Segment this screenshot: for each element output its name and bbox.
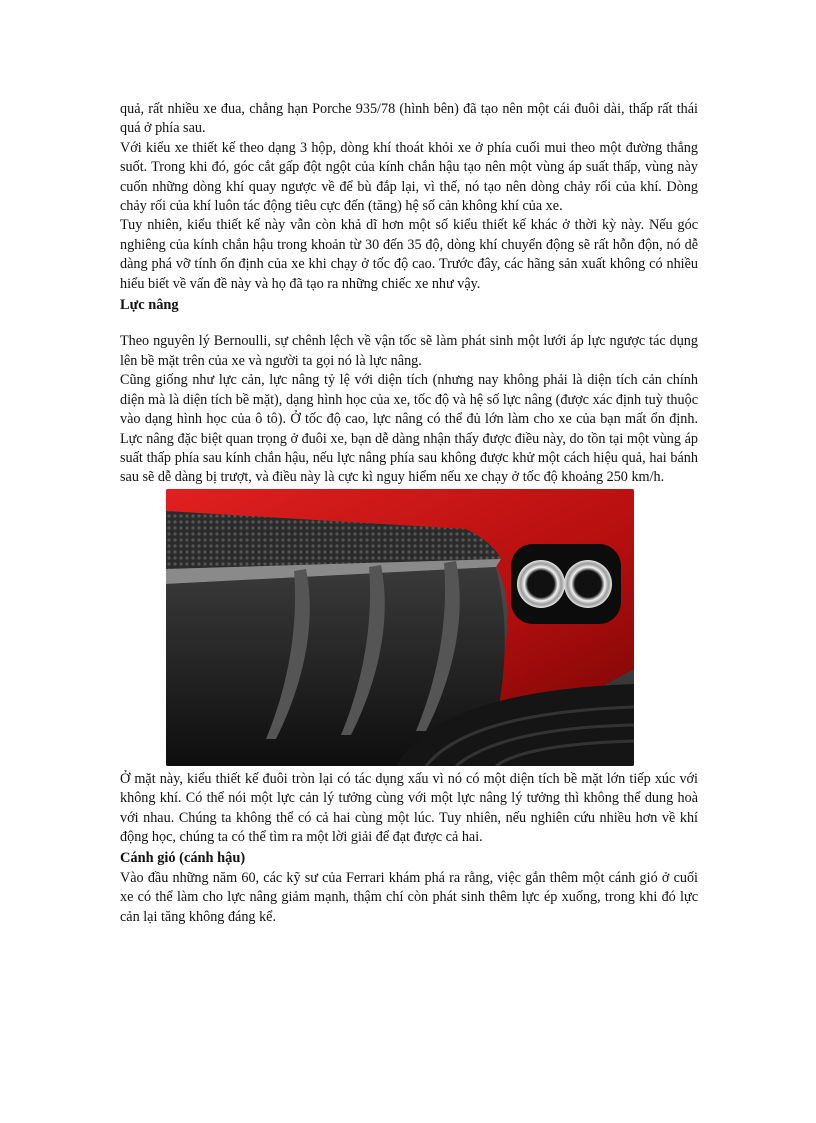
paragraph-2: Với kiểu xe thiết kế theo dạng 3 hộp, dòng khí thoát khỏi xe ở phía cuối mui theo một đường thẳng suốt. Trong khi đó, góc cắt gấp đột ngột của kính chắn hậu tạo nên một vùng áp suất thấp, vùng này cuốn những dòng khí quay ngược về để bù đắp lại, vì thế, nó tạo nên dòng chảy rối của khí. Dòng chảy rối của khí luôn tác động tiêu cực đến (tăng) hệ số cản không khí của xe.	[120, 139, 698, 215]
heading-canh-gio: Cánh gió (cánh hậu)	[120, 850, 246, 867]
paragraph-4: Theo nguyên lý Bernoulli, sự chênh lệch về vận tốc sẽ làm phát sinh một lưới áp lực ngược tác dụng lên bề mặt trên của xe và người ta gọi nó là lực nâng.	[120, 333, 698, 369]
spacer	[120, 315, 698, 332]
paragraph-6: Ở mặt này, kiểu thiết kế đuôi tròn lại có tác dụng xấu vì nó có một diện tích bề mặt lớn tiếp xúc với không khí. Có thể nói một lực cản lý tưởng cùng với một lực nâng lý tưởng thì không thể dung hoà với nhau. Chúng ta không thể có cả hai cùng một lúc. Tuy nhiên, nếu nghiên cứu nhiều hơn về khí động học, chúng ta có thể tìm ra một lời giải để đạt được cả hai.	[120, 770, 698, 845]
document-page	[120, 100, 698, 927]
paragraph-3: Tuy nhiên, kiểu thiết kế này vẫn còn khả dĩ hơn một số kiểu thiết kế khác ở thời kỳ này. Nếu góc nghiêng của kính chắn hậu trong khoản từ 30 đến 35 độ, dòng khí chuyển động sẽ rất hỗn độn, nó dễ dàng phá vỡ tính ổn định của xe khi chạy ở tốc độ cao. Trước đây, các hãng sản xuất không có nhiều hiểu biết về vấn đề này và họ đã tạo ra những chiếc xe như vậy.	[120, 217, 698, 292]
paragraph-7: Vào đầu những năm 60, các kỹ sư của Ferrari khám phá ra rằng, việc gắn thêm một cánh gió ở cuối xe có thể làm cho lực nâng giảm mạnh, thậm chí còn phát sinh thêm lực ép xuống, trong khi đó lực cản lại tăng không đáng kể.	[120, 869, 698, 925]
heading-luc-nang: Lực nâng	[120, 297, 179, 314]
car-rear-diffuser-photo	[166, 489, 634, 766]
paragraph-5: Cũng giống như lực cản, lực nâng tỷ lệ với diện tích (nhưng nay không phải là diện tích cản chính diện mà là diện tích bề mặt), dạng hình học của xe, tốc độ và hệ số lực nâng (được xác định tuỳ thuộc vào dạng hình học của ô tô). Ở tốc độ cao, lực nâng có thể đủ lớn làm cho xe của bạn mất ổn định. Lực nâng đặc biệt quan trọng ở đuôi xe, bạn dễ dàng nhận thấy được điều này, do tồn tại một vùng áp suất thấp phía sau kính chắn hậu, nếu lực nâng phía sau không được khử một cách hiệu quả, hai bánh sau sẽ dễ dàng bị trượt, và điều này là cực kì nguy hiểm nếu xe chạy ở tốc độ khoảng 250 km/h.	[120, 372, 698, 486]
paragraph-1: quả, rất nhiều xe đua, chẳng hạn Porche 935/78 (hình bên) đã tạo nên một cái đuôi dài, thấp rất thái quá ở phía sau.	[120, 101, 698, 137]
